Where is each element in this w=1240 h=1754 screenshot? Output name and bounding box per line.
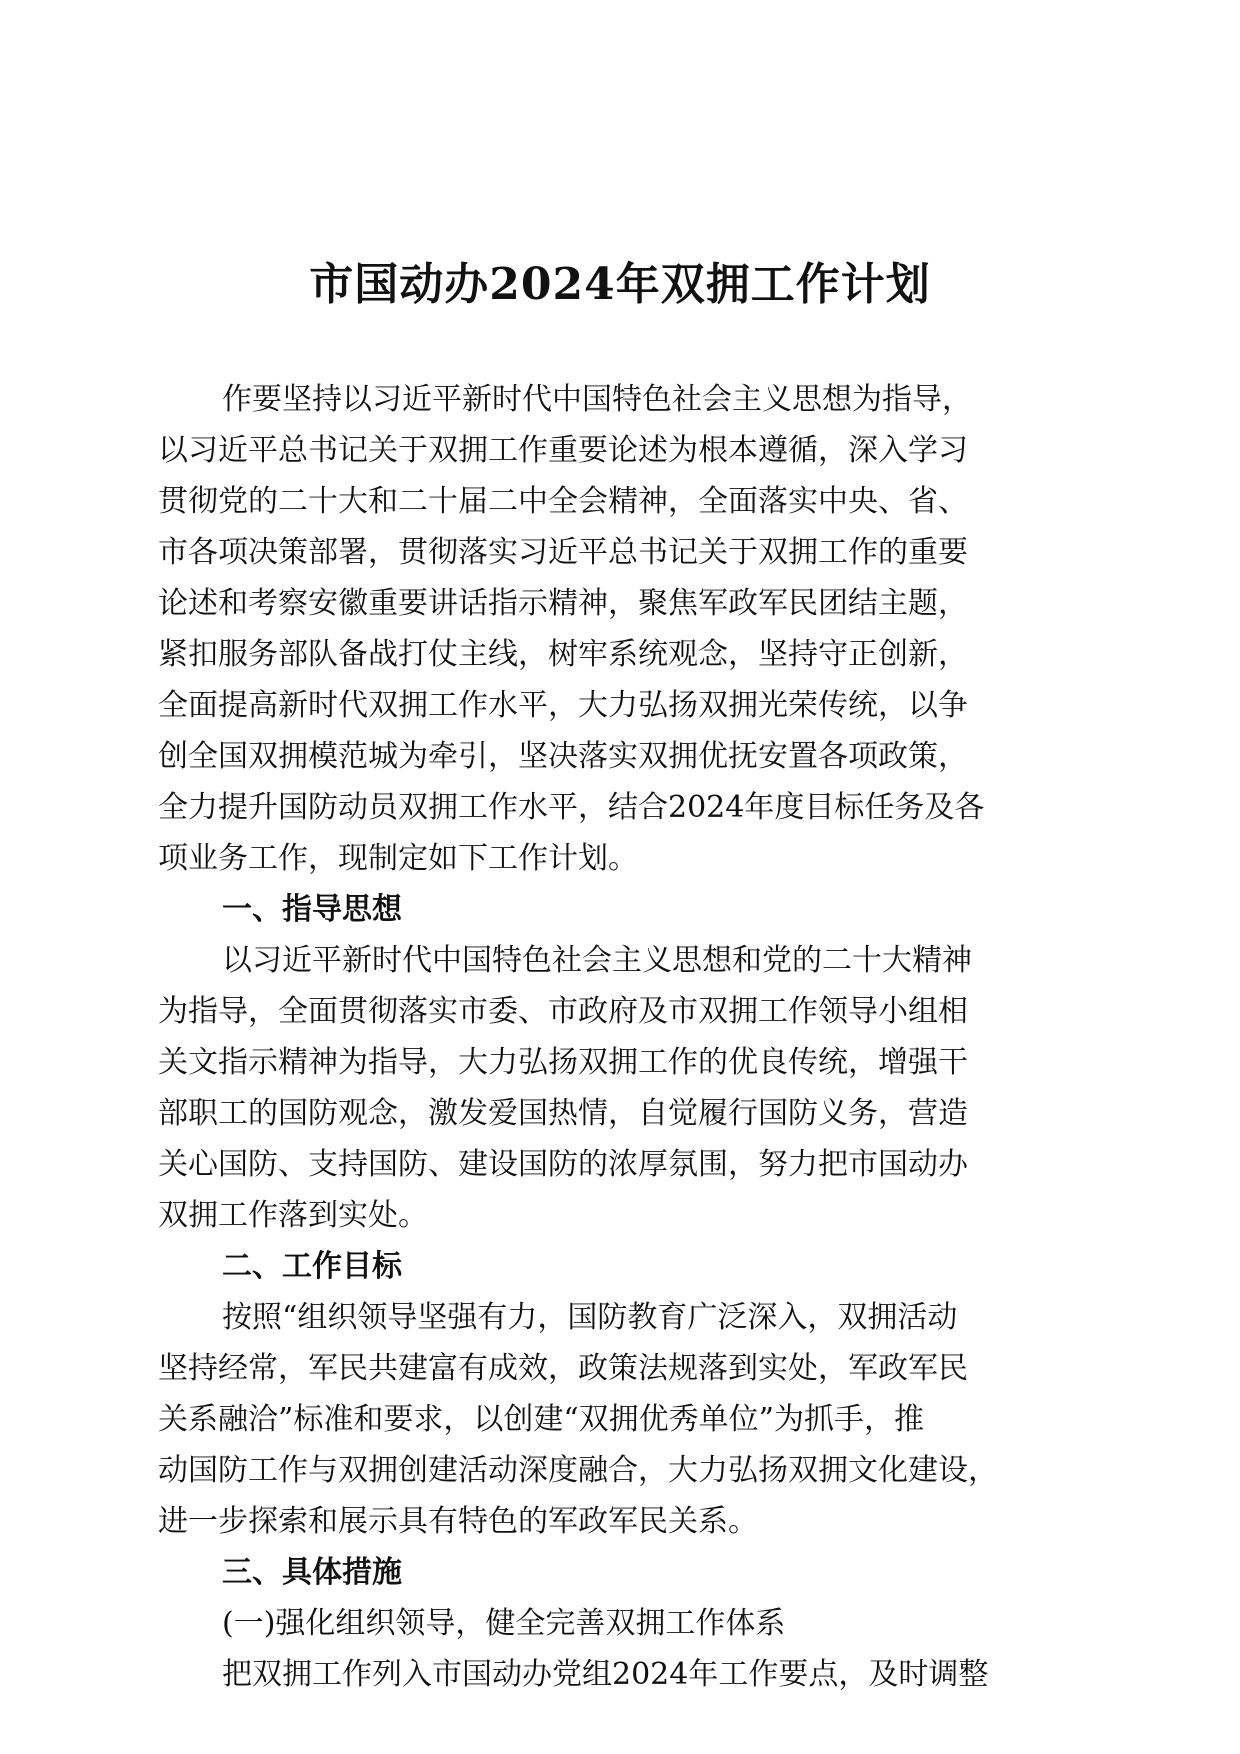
- section1-line: 关文指示精神为指导，大力弘扬双拥工作的优良传统，增强干: [158, 1045, 968, 1080]
- intro-line: 作要坚持以习近平新时代中国特色社会主义思想为指导，: [222, 382, 972, 417]
- section-heading-specific-measures: 三、具体措施: [222, 1555, 402, 1590]
- section2-line: 动国防工作与双拥创建活动深度融合，大力弘扬双拥文化建设，: [158, 1453, 998, 1488]
- section2-line: 坚持经常，军民共建富有成效，政策法规落到实处，军政军民: [158, 1351, 968, 1386]
- section2-line: 进一步探索和展示具有特色的军政军民关系。: [158, 1504, 758, 1539]
- section1-line: 关心国防、支持国防、建设国防的浓厚氛围，努力把市国动办: [158, 1147, 968, 1182]
- section1-line: 以习近平新时代中国特色社会主义思想和党的二十大精神: [222, 943, 972, 978]
- intro-line: 论述和考察安徽重要讲话指示精神，聚焦军政军民团结主题，: [158, 586, 968, 621]
- intro-line: 市各项决策部署，贯彻落实习近平总书记关于双拥工作的重要: [158, 535, 968, 570]
- intro-line: 项业务工作，现制定如下工作计划。: [158, 841, 638, 876]
- intro-line: 创全国双拥模范城为牵引，坚决落实双拥优抚安置各项政策，: [158, 739, 968, 774]
- section-heading-work-goals: 二、工作目标: [222, 1249, 402, 1284]
- section3-line: 把双拥工作列入市国动办党组2024年工作要点，及时调整: [222, 1657, 989, 1692]
- section2-line: 关系融洽”标准和要求，以创建“双拥优秀单位”为抓手，推: [158, 1402, 925, 1437]
- section1-line: 双拥工作落到实处。: [158, 1198, 428, 1233]
- section-heading-guiding-ideology: 一、指导思想: [222, 892, 402, 927]
- subsection-heading: (一)强化组织领导，健全完善双拥工作体系: [222, 1606, 786, 1641]
- intro-line: 全力提升国防动员双拥工作水平，结合2024年度目标任务及各: [158, 790, 985, 825]
- intro-line: 贯彻党的二十大和二十届二中全会精神，全面落实中央、省、: [158, 484, 968, 519]
- section1-line: 为指导，全面贯彻落实市委、市政府及市双拥工作领导小组相: [158, 994, 968, 1029]
- section2-line: 按照“组织领导坚强有力，国防教育广泛深入，双拥活动: [222, 1300, 958, 1335]
- intro-line: 全面提高新时代双拥工作水平，大力弘扬双拥光荣传统，以争: [158, 688, 968, 723]
- document-title: 市国动办2024年双拥工作计划: [309, 259, 931, 310]
- intro-line: 以习近平总书记关于双拥工作重要论述为根本遵循，深入学习: [158, 433, 968, 468]
- intro-line: 紧扣服务部队备战打仗主线，树牢系统观念，坚持守正创新，: [158, 637, 968, 672]
- section1-line: 部职工的国防观念，激发爱国热情，自觉履行国防义务，营造: [158, 1096, 968, 1131]
- document-body: [158, 374, 1082, 1700]
